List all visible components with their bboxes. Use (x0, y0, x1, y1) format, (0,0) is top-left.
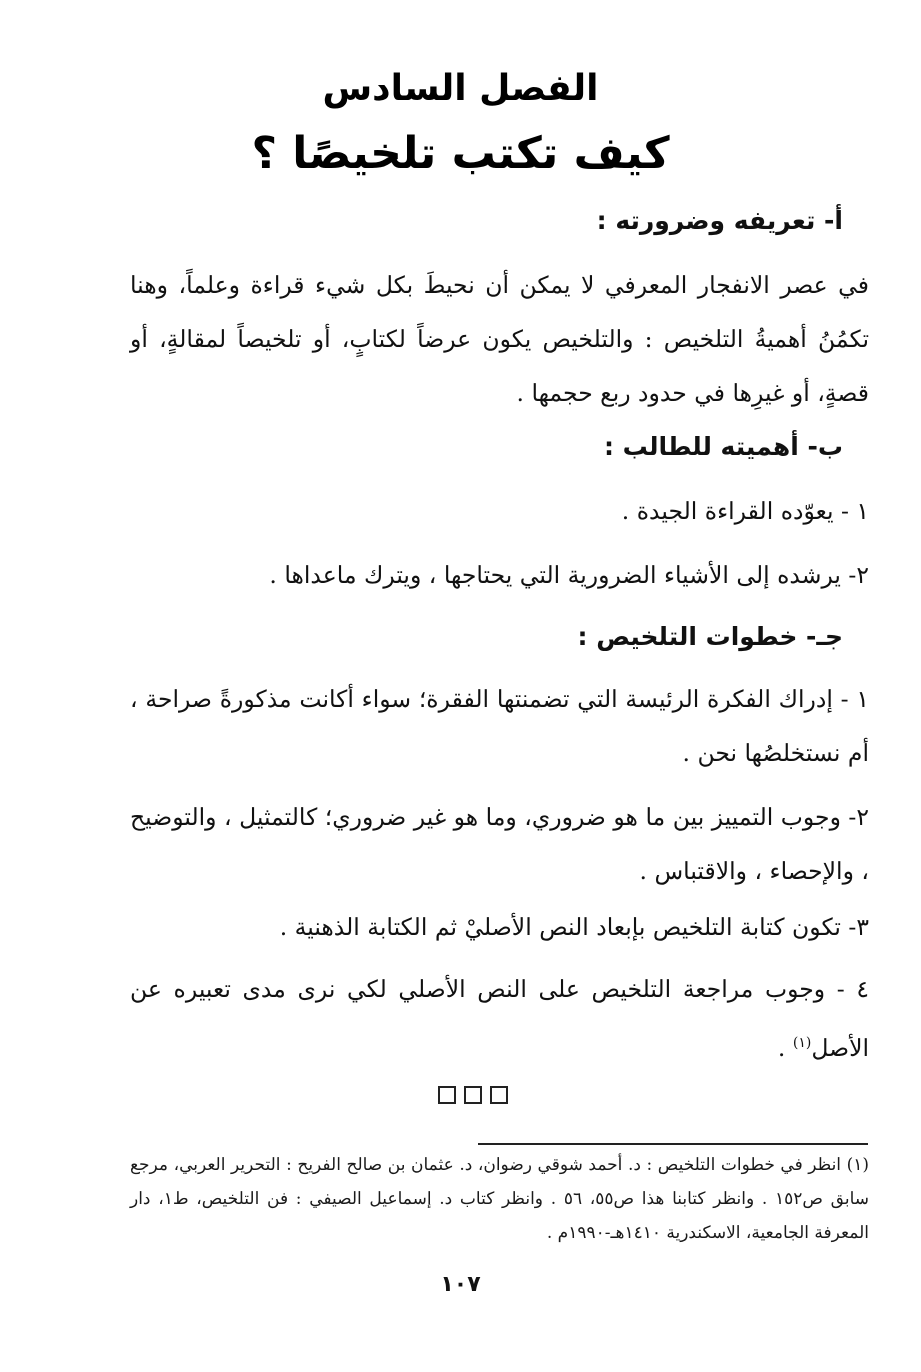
section-b-item-1: ١ - يعوّده القراءة الجيدة . (621, 497, 869, 525)
section-c-heading: جـ- خطوات التلخيص : (577, 622, 843, 651)
page-number: ١٠٧ (440, 1272, 481, 1297)
footnote-rule (478, 1143, 868, 1145)
section-c-item-4 (130, 962, 869, 1075)
section-a-paragraph: في عصر الانفجار المعرفي لا يمكن أن نحيطَ بكل شيء قراءة وعلماً، وهنا تكمُنُ أهميةُ التلخيص : والتلخيص يكون عرضاً لكتابٍ، أو تلخيصاً لمقالةٍ، أو قصةٍ، أو غيرِها في حدود ربع حجمها . (130, 271, 869, 407)
section-b-heading: ب- أهميته للطالب : (603, 432, 843, 461)
ornament-square (490, 1086, 508, 1104)
ornament-square (438, 1086, 456, 1104)
section-a-heading: أ- تعريفه وضرورته : (596, 206, 843, 235)
section-c-item-2: ٢- وجوب التمييز بين ما هو ضروري، وما هو غير ضروري؛ كالتمثيل ، والتوضيح ، والإحصاء ، والاقتباس . (130, 803, 869, 885)
footnote: (١) انظر في خطوات التلخيص : د. أحمد شوقي رضوان، د. عثمان بن صالح الفريح : التحرير العربي، مرجع سابق ص١٥٢ . وانظر كتابنا هذا ص٥٥، ٥٦ . وانظر كتاب د. إسماعيل الصيفي : فن التلخيص، ط١، دار المعرفة الجامعية، الاسكندرية ١٤١٠هـ-١٩٩٠م . (130, 1155, 870, 1243)
section-c-item-4-text: ٤ - وجوب مراجعة التلخيص على النص الأصلي لكي نرى مدى تعبيره عن الأصل (130, 975, 869, 1062)
chapter-subtitle: كيف تكتب تلخيصًا ؟ (251, 128, 670, 179)
chapter-title: الفصل السادس (322, 68, 599, 109)
section-c-item-4-end: . (777, 1033, 793, 1062)
footnote-reference: (١) (792, 1035, 812, 1051)
ornament-square (464, 1086, 482, 1104)
section-c-item-1: ١ - إدراك الفكرة الرئيسة التي تضمنتها الفقرة؛ سواء أكانت مذكورةً صراحة ، أم نستخلصُها نحن . (130, 685, 869, 767)
section-b-item-2: ٢- يرشده إلى الأشياء الضرورية التي يحتاجها ، ويترك ماعداها . (269, 561, 869, 589)
section-divider-ornament (438, 1086, 508, 1104)
section-c-item-3: ٣- تكون كتابة التلخيص بإبعاد النص الأصليْ ثم الكتابة الذهنية . (279, 913, 869, 941)
